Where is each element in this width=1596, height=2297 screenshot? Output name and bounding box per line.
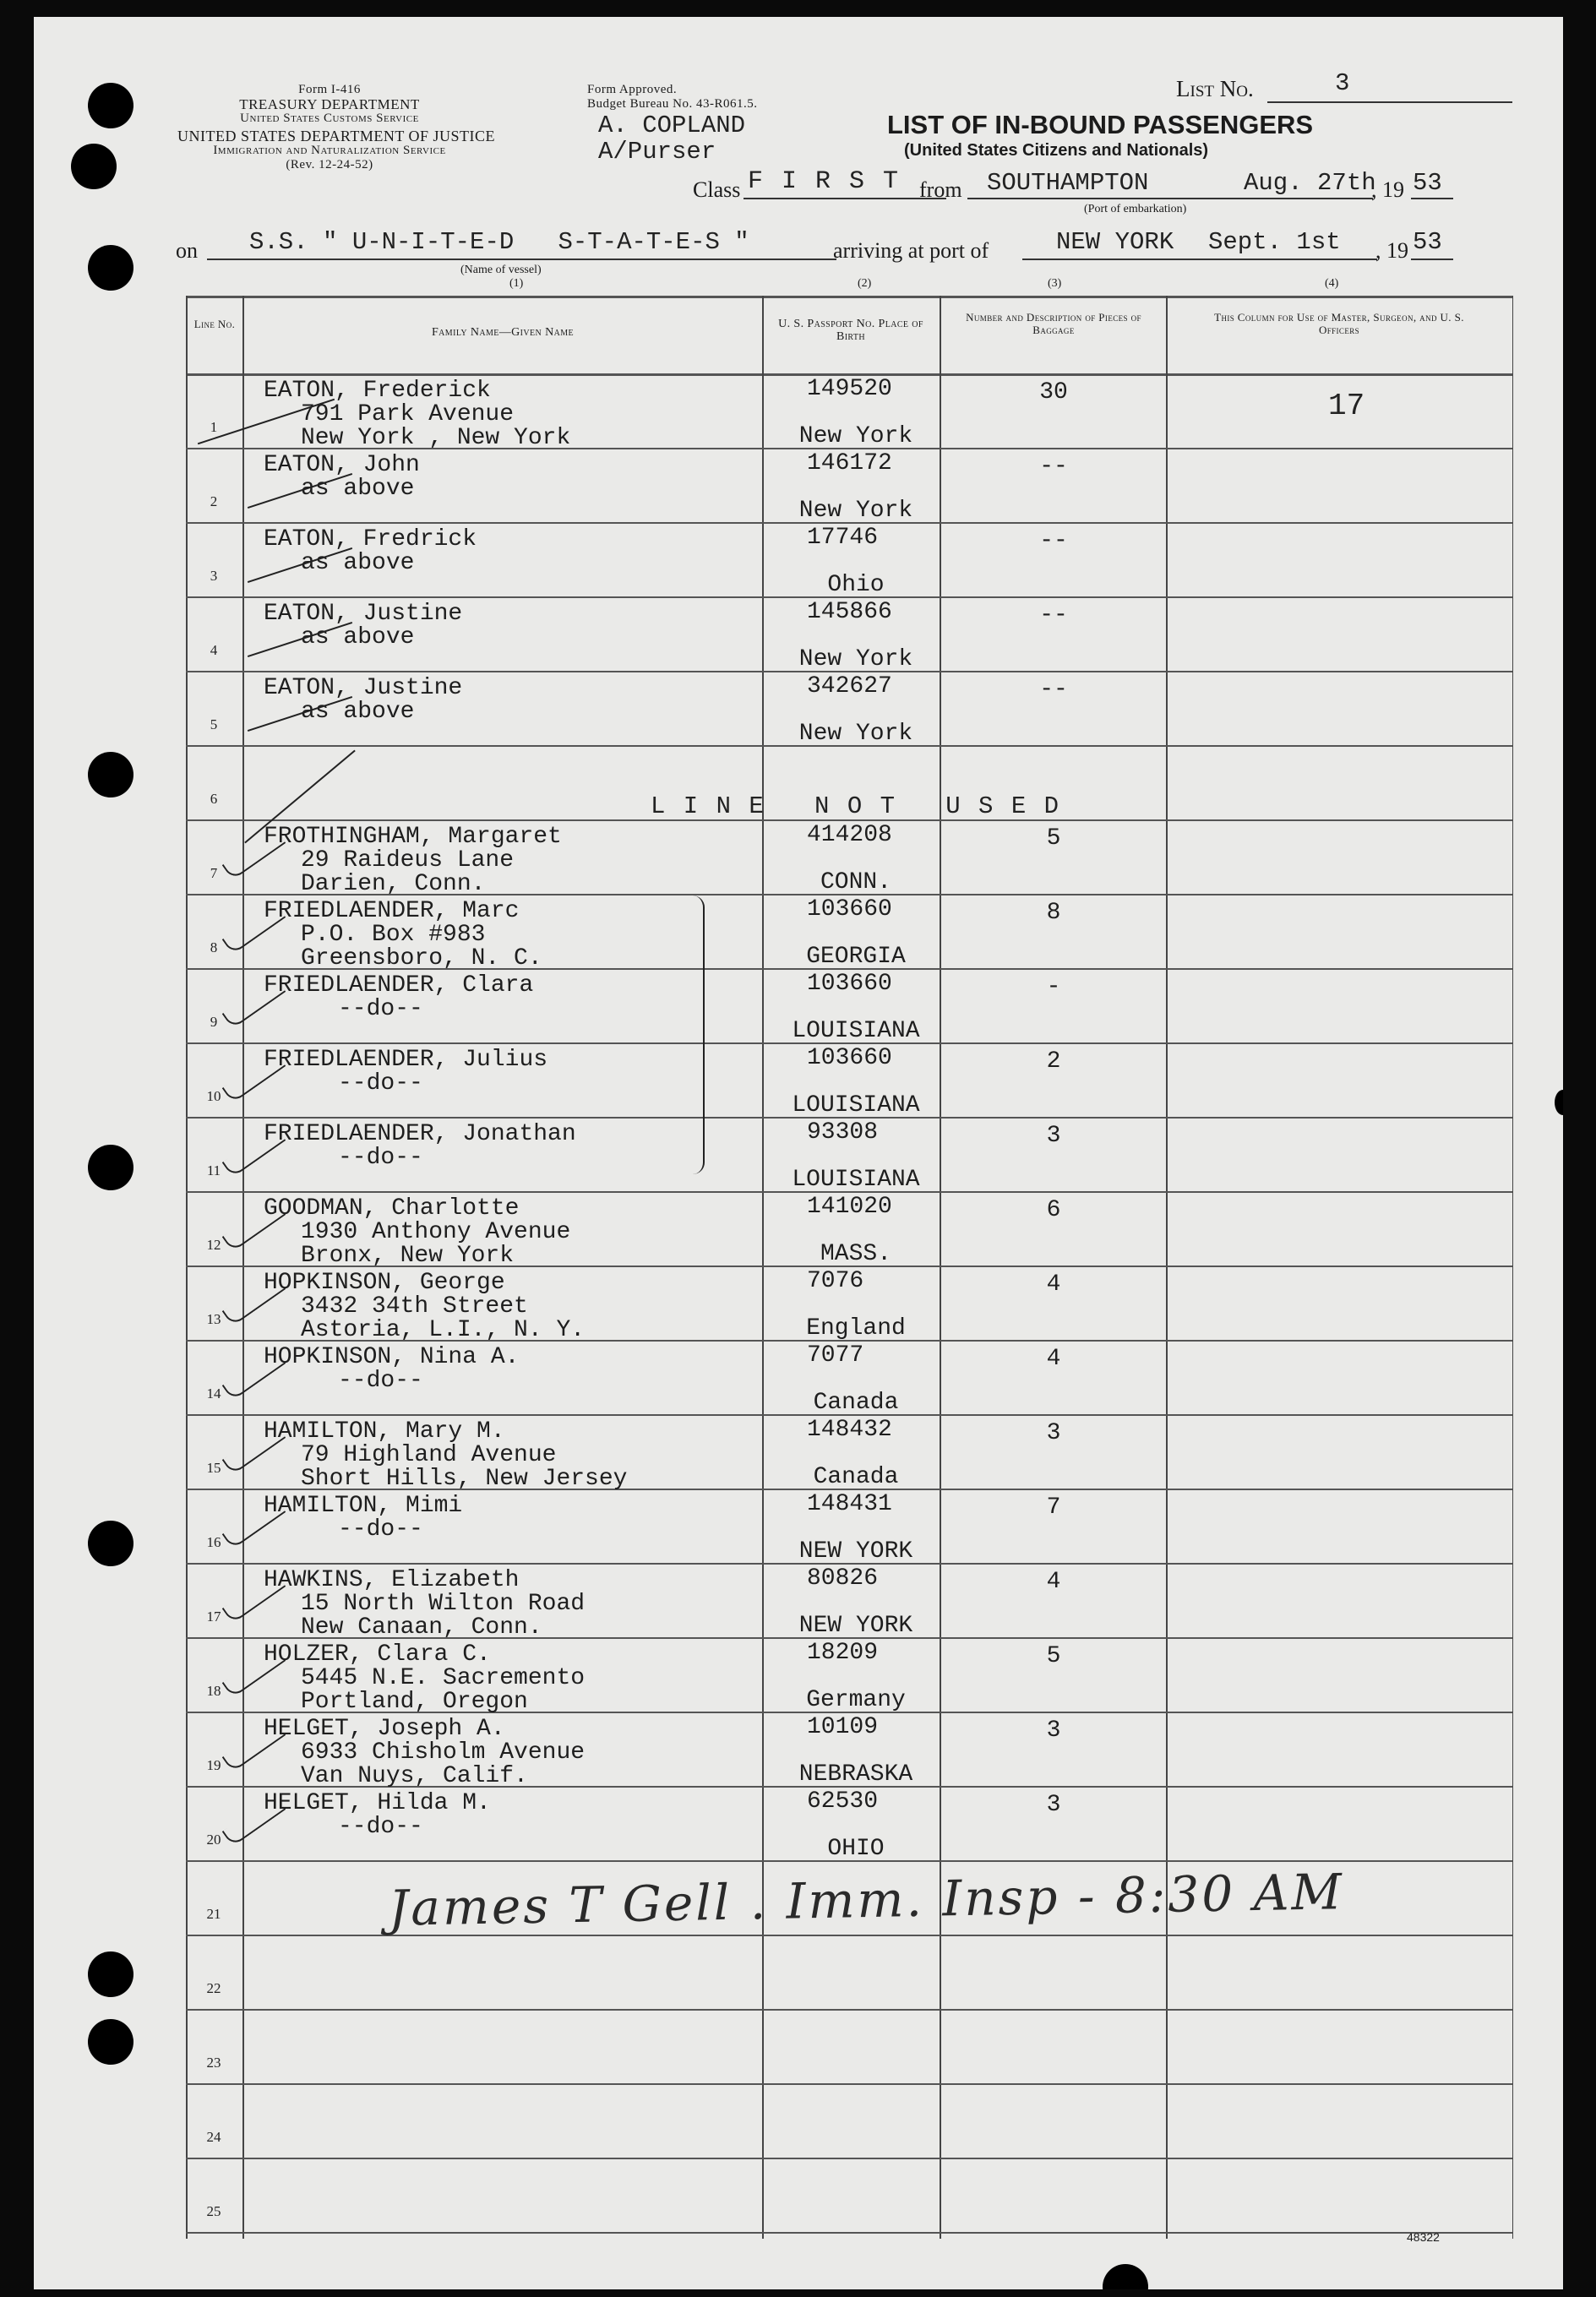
- line-number: 15: [206, 1460, 221, 1476]
- passenger-name: HELGET, Hilda M.: [264, 1790, 491, 1816]
- address-line-2: Bronx, New York: [301, 1243, 515, 1269]
- punch-hole: [71, 144, 117, 189]
- col-header-officers: This Column for Use of Master, Surgeon, and U. S. Officers: [1214, 311, 1464, 336]
- place-of-birth: Germany: [806, 1687, 906, 1713]
- passport-number: 148431: [807, 1491, 892, 1517]
- passport-number: 80826: [807, 1565, 879, 1592]
- line-number: 23: [206, 2055, 221, 2071]
- page-title: LIST OF IN-BOUND PASSENGERS: [887, 110, 1314, 139]
- punch-hole: [1103, 2264, 1148, 2289]
- line-number: 12: [206, 1237, 221, 1253]
- vessel-caption: (Name of vessel): [460, 264, 542, 276]
- officer-count: 17: [1328, 389, 1365, 423]
- baggage-count: -: [1046, 974, 1061, 1000]
- line-number: 3: [210, 568, 218, 584]
- table-row: [34, 1935, 1563, 2009]
- passenger-name: HAMILTON, Mimi: [264, 1493, 463, 1519]
- passport-number: 146172: [807, 450, 892, 476]
- passport-number: 7077: [807, 1342, 864, 1369]
- address-line-2: Astoria, L.I., N. Y.: [301, 1317, 586, 1343]
- passenger-name: HOPKINSON, Nina A.: [264, 1344, 520, 1370]
- address-line-1: as above: [301, 699, 415, 725]
- line-number: 24: [206, 2129, 221, 2145]
- line-number: 9: [210, 1014, 218, 1030]
- address-line-1: 29 Raideus Lane: [301, 847, 515, 874]
- place-of-birth: NEW YORK: [798, 1538, 913, 1565]
- manifest-sheet: [34, 17, 1563, 2289]
- place-of-birth: Canada: [813, 1464, 899, 1490]
- line-number: 7: [210, 865, 218, 881]
- passport-number: 149520: [807, 376, 892, 402]
- table-row: [34, 894, 1563, 972]
- table-row: [34, 671, 1563, 745]
- passenger-name: GOODMAN, Charlotte: [264, 1195, 520, 1222]
- table-row: [34, 1340, 1563, 1414]
- passport-number: 148432: [807, 1417, 892, 1443]
- line-number: 13: [206, 1311, 221, 1327]
- passenger-name: FRIEDLAENDER, Julius: [264, 1047, 548, 1073]
- line-number: 1: [210, 419, 218, 435]
- address-line-1: as above: [301, 550, 415, 576]
- line-number: 14: [206, 1385, 221, 1402]
- line-number: 20: [206, 1832, 221, 1848]
- arrival-port: NEW YORK: [1056, 228, 1174, 256]
- check-mark: [222, 1274, 286, 1326]
- address-line-1: as above: [301, 476, 415, 502]
- passenger-name: HAMILTON, Mary M.: [264, 1418, 505, 1445]
- purser-role: A/Purser: [598, 138, 716, 166]
- passenger-name: FRIEDLAENDER, Clara: [264, 972, 534, 999]
- passenger-name: HELGET, Joseph A.: [264, 1716, 505, 1742]
- ins-service: Immigration and Naturalization Service: [213, 144, 446, 157]
- line-number: 11: [206, 1162, 221, 1178]
- colnum-1: (1): [509, 277, 524, 290]
- check-mark: [222, 1720, 286, 1772]
- family-bracket: [693, 895, 705, 1174]
- form-revision: (Rev. 12-24-52): [286, 158, 373, 171]
- approval-block: [587, 83, 757, 112]
- treasury-dept: TREASURY DEPARTMENT: [239, 96, 420, 112]
- address-line-1: --do--: [338, 1814, 423, 1840]
- passenger-name: EATON, Justine: [264, 601, 463, 627]
- col-header-passport: U. S. Passport No. Place of Birth: [778, 318, 923, 343]
- address-line-1: --do--: [338, 1516, 423, 1543]
- from-label: from: [919, 177, 962, 202]
- passenger-name: HOPKINSON, George: [264, 1270, 505, 1296]
- col-header-baggage: Number and Description of Pieces of Baggage: [966, 311, 1141, 336]
- place-of-birth: New York: [798, 423, 913, 449]
- line-number: 6: [210, 791, 218, 807]
- line-number: 10: [206, 1088, 221, 1104]
- table-row: [34, 1786, 1563, 1860]
- check-mark: [222, 902, 286, 955]
- baggage-count: 2: [1046, 1048, 1061, 1075]
- check-mark: [222, 1348, 286, 1401]
- passenger-name: FRIEDLAENDER, Jonathan: [264, 1121, 576, 1147]
- address-line-1: --do--: [338, 1070, 423, 1097]
- table-row: [34, 522, 1563, 596]
- baggage-count: 4: [1046, 1346, 1061, 1372]
- address-line-2: New York , New York: [301, 425, 571, 451]
- table-row: [34, 1191, 1563, 1269]
- address-line-1: --do--: [338, 1145, 423, 1171]
- passport-number: 17746: [807, 525, 879, 551]
- passenger-name: EATON, Fredrick: [264, 526, 477, 552]
- form-approved: Form Approved.: [587, 83, 678, 96]
- check-mark: [222, 1423, 286, 1475]
- embark-year: 53: [1413, 169, 1442, 197]
- check-mark: [222, 1497, 286, 1549]
- passenger-name: HAWKINS, Elizabeth: [264, 1567, 520, 1593]
- baggage-count: 6: [1046, 1197, 1061, 1223]
- baggage-count: 7: [1046, 1494, 1061, 1521]
- place-of-birth: NEW YORK: [798, 1613, 913, 1639]
- table-row: [34, 1489, 1563, 1563]
- vessel-name: S.S. " U-N-I-T-E-D S-T-A-T-E-S ": [249, 228, 749, 256]
- check-mark: [222, 1125, 286, 1178]
- place-of-birth: LOUISIANA: [792, 1018, 920, 1044]
- passenger-name: FROTHINGHAM, Margaret: [264, 824, 562, 850]
- check-mark: [222, 977, 286, 1029]
- baggage-count: --: [1039, 677, 1068, 703]
- baggage-count: 3: [1046, 1717, 1061, 1744]
- place-of-birth: GEORGIA: [806, 944, 906, 970]
- table-row: [34, 1414, 1563, 1492]
- arrival-year-prefix: , 19: [1375, 238, 1408, 263]
- purser-name: A. COPLAND: [598, 112, 746, 139]
- embark-port: SOUTHAMPTON: [987, 169, 1149, 197]
- baggage-count: 8: [1046, 900, 1061, 926]
- baggage-count: --: [1039, 454, 1068, 480]
- passport-number: 18209: [807, 1640, 879, 1666]
- place-of-birth: CONN.: [820, 869, 891, 895]
- colnum-2: (2): [858, 277, 872, 290]
- passenger-name: HOLZER, Clara C.: [264, 1641, 491, 1668]
- baggage-count: 3: [1046, 1123, 1061, 1149]
- punch-hole: [88, 245, 133, 291]
- arriving-label: arriving at port of: [833, 238, 989, 263]
- class-label: Class: [693, 177, 741, 202]
- baggage-count: --: [1039, 602, 1068, 629]
- address-line-2: Darien, Conn.: [301, 871, 486, 897]
- place-of-birth: LOUISIANA: [792, 1092, 920, 1119]
- check-mark: [222, 1571, 286, 1624]
- check-mark: [222, 1794, 286, 1847]
- passport-number: 103660: [807, 1045, 892, 1071]
- place-of-birth: MASS.: [820, 1241, 891, 1267]
- footer-code: 48322: [1407, 2230, 1440, 2244]
- table-row: [34, 2009, 1563, 2083]
- table-row: [34, 968, 1563, 1042]
- table-row: [34, 448, 1563, 522]
- embark-date: Aug. 27th: [1244, 169, 1376, 197]
- line-not-used: L I N E N O T U S E D: [651, 792, 1061, 820]
- passenger-name: FRIEDLAENDER, Marc: [264, 898, 520, 924]
- passport-number: 62530: [807, 1788, 879, 1815]
- place-of-birth: New York: [798, 646, 913, 672]
- class-value: F I R S T: [748, 167, 901, 196]
- line-number: 22: [206, 1980, 221, 1996]
- embark-year-prefix: , 19: [1371, 177, 1404, 202]
- place-of-birth: Ohio: [827, 572, 885, 598]
- check-mark: [222, 1200, 286, 1252]
- passenger-name: EATON, John: [264, 452, 420, 478]
- page-subtitle: (United States Citizens and Nationals): [904, 141, 1209, 160]
- arrival-date: Sept. 1st: [1208, 228, 1341, 256]
- address-line-2: Portland, Oregon: [301, 1689, 528, 1715]
- address-line-1: 79 Highland Avenue: [301, 1442, 557, 1468]
- address-line-2: New Canaan, Conn.: [301, 1614, 542, 1641]
- list-no-label: List No.: [1176, 76, 1254, 101]
- on-label: on: [176, 238, 198, 263]
- address-line-1: 6933 Chisholm Avenue: [301, 1739, 586, 1766]
- baggage-count: 3: [1046, 1792, 1061, 1818]
- check-mark: [222, 1646, 286, 1698]
- punch-hole: [88, 83, 133, 128]
- table-row: [34, 2158, 1563, 2232]
- passport-number: 141020: [807, 1194, 892, 1220]
- address-line-2: Greensboro, N. C.: [301, 945, 542, 972]
- check-mark: [222, 1051, 286, 1103]
- baggage-count: --: [1039, 528, 1068, 554]
- address-line-2: Short Hills, New Jersey: [301, 1466, 628, 1492]
- arrival-year: 53: [1413, 228, 1442, 256]
- passport-number: 103660: [807, 971, 892, 997]
- col-header-name: Family Name—Given Name: [431, 326, 574, 339]
- table-row: [34, 819, 1563, 897]
- place-of-birth: New York: [798, 721, 913, 747]
- address-line-1: P.O. Box #983: [301, 922, 486, 948]
- line-number: 16: [206, 1534, 221, 1550]
- form-number: Form I-416: [298, 83, 361, 96]
- baggage-count: 5: [1046, 825, 1061, 852]
- place-of-birth: England: [806, 1315, 906, 1342]
- address-line-1: 15 North Wilton Road: [301, 1591, 586, 1617]
- address-line-1: 1930 Anthony Avenue: [301, 1219, 571, 1245]
- passport-number: 414208: [807, 822, 892, 848]
- line-number: 18: [206, 1683, 221, 1699]
- colnum-3: (3): [1048, 277, 1062, 290]
- passport-number: 145866: [807, 599, 892, 625]
- col-header-line-no: Line No.: [193, 318, 236, 330]
- line-number: 25: [206, 2203, 221, 2219]
- baggage-count: 4: [1046, 1271, 1061, 1298]
- colnum-4: (4): [1325, 277, 1339, 290]
- baggage-count: 4: [1046, 1569, 1061, 1595]
- address-line-2: Van Nuys, Calif.: [301, 1763, 528, 1789]
- port-caption: (Port of embarkation): [1084, 203, 1187, 215]
- place-of-birth: Canada: [813, 1390, 899, 1416]
- customs-service: United States Customs Service: [240, 112, 419, 125]
- table-row: [34, 1042, 1563, 1117]
- passport-number: 10109: [807, 1714, 879, 1740]
- line-number: 2: [210, 493, 218, 509]
- place-of-birth: LOUISIANA: [792, 1167, 920, 1193]
- table-row: [34, 1117, 1563, 1191]
- line-number: 21: [206, 1906, 221, 1922]
- address-line-1: --do--: [338, 1368, 423, 1394]
- inspector-signature: James T Gell . Imm. Insp - 8:30 AM: [388, 1863, 1345, 1937]
- table-row: [34, 1266, 1563, 1343]
- address-line-1: --do--: [338, 996, 423, 1022]
- table-row: [34, 1563, 1563, 1641]
- budget-bureau: Budget Bureau No. 43-R061.5.: [587, 97, 758, 111]
- justice-dept: UNITED STATES DEPARTMENT OF JUSTICE: [177, 128, 496, 144]
- table-row: [34, 596, 1563, 671]
- baggage-count: 30: [1039, 379, 1068, 406]
- address-line-1: 5445 N.E. Sacremento: [301, 1665, 586, 1691]
- address-line-1: as above: [301, 624, 415, 650]
- place-of-birth: OHIO: [827, 1836, 885, 1862]
- form-block: [177, 83, 496, 172]
- address-line-1: 791 Park Avenue: [301, 401, 515, 427]
- passport-number: 103660: [807, 896, 892, 923]
- line-number: 8: [210, 939, 218, 955]
- table-row: [34, 2083, 1563, 2158]
- line-number: 19: [206, 1757, 221, 1773]
- passport-number: 93308: [807, 1119, 879, 1146]
- line-number: 4: [210, 642, 218, 658]
- baggage-count: 5: [1046, 1643, 1061, 1669]
- table-row: [34, 1637, 1563, 1715]
- place-of-birth: New York: [798, 498, 913, 524]
- line-number: 5: [210, 716, 218, 732]
- list-no-value: 3: [1335, 69, 1350, 97]
- place-of-birth: NEBRASKA: [798, 1761, 913, 1788]
- table-row: [34, 1712, 1563, 1789]
- passport-number: 7076: [807, 1268, 864, 1294]
- passenger-name: EATON, Justine: [264, 675, 463, 701]
- passenger-name: EATON, Frederick: [264, 378, 491, 404]
- address-line-1: 3432 34th Street: [301, 1293, 528, 1320]
- baggage-count: 3: [1046, 1420, 1061, 1446]
- line-number: 17: [206, 1608, 221, 1625]
- passport-number: 342627: [807, 673, 892, 699]
